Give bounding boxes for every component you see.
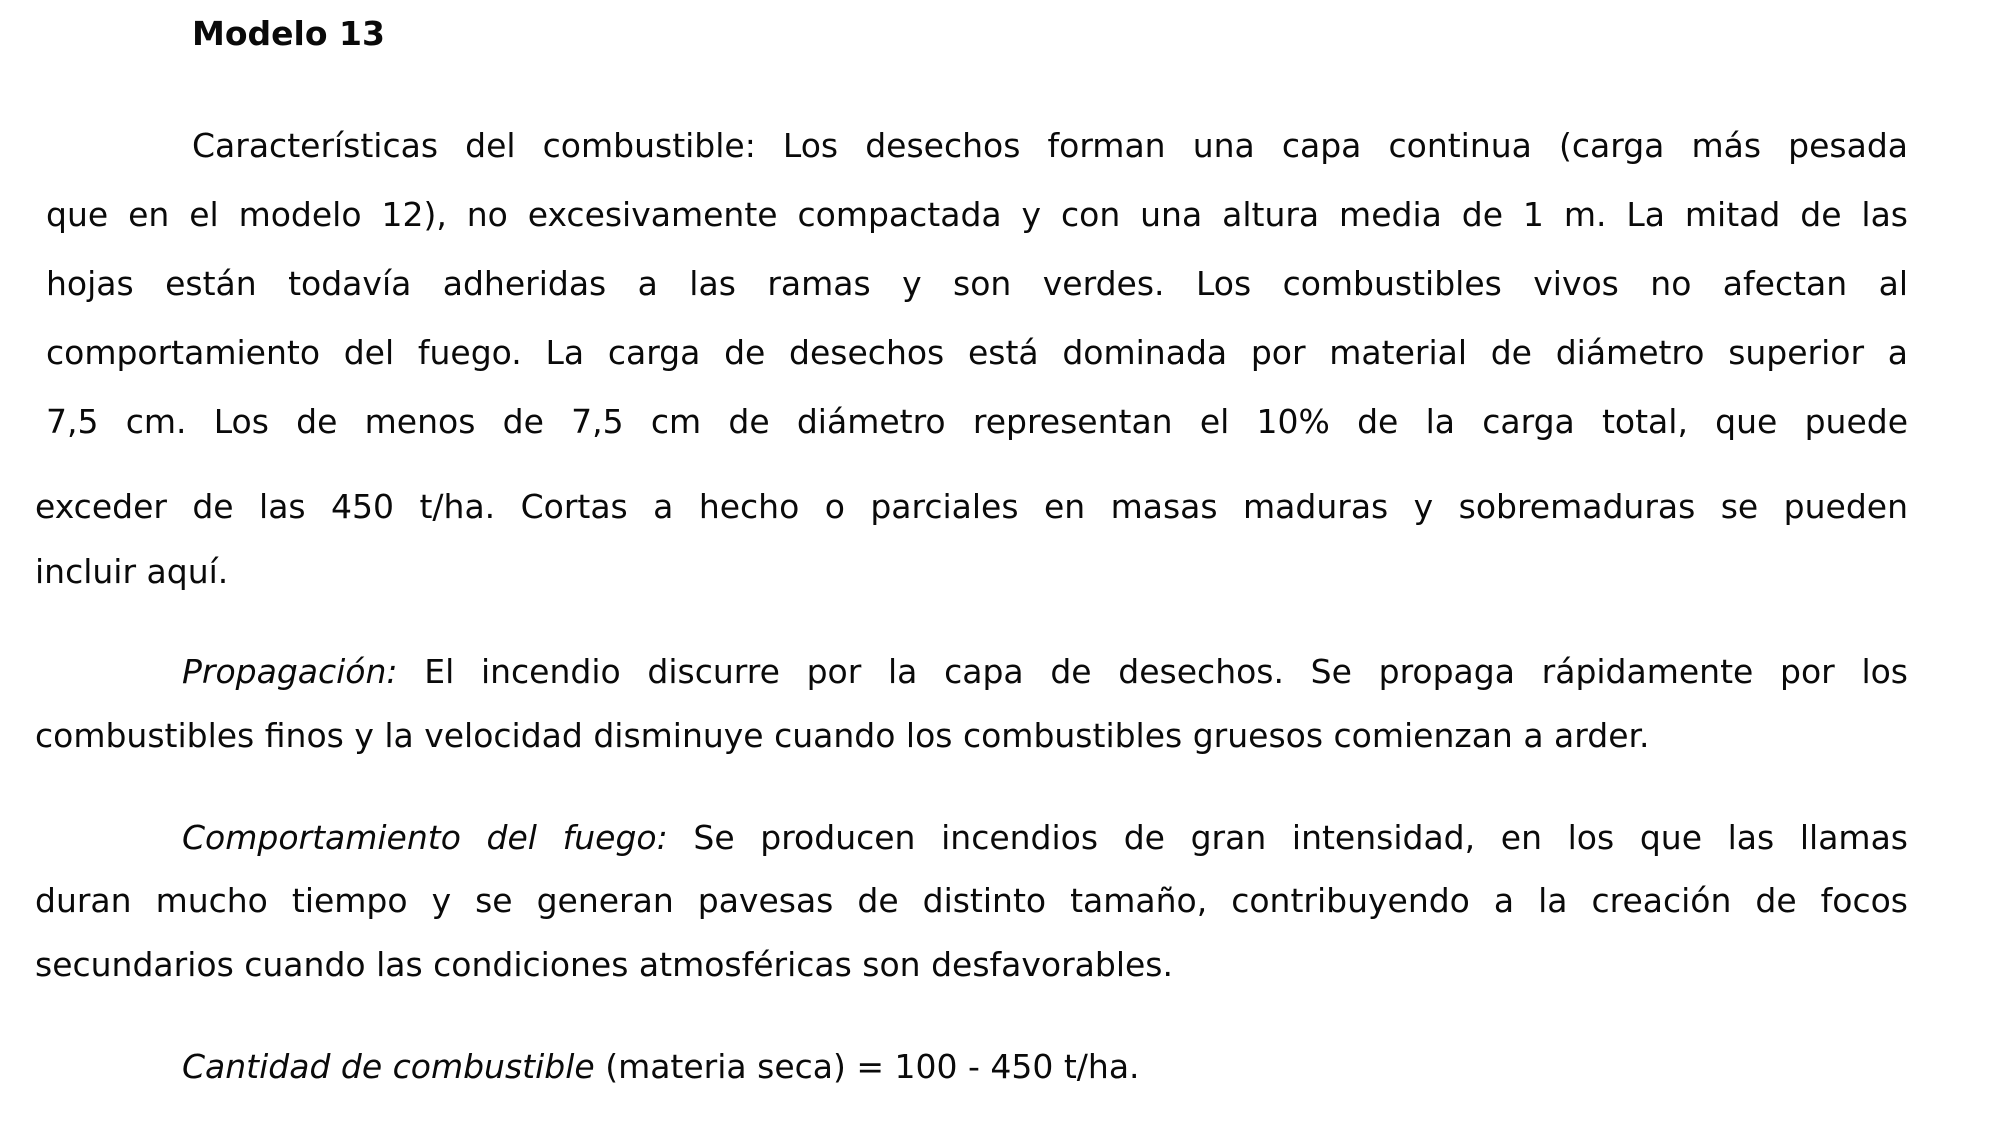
fuel-characteristics-line-3: hojas están todavía adheridas a las ramas y son verdes. Los combustibles vivos no afectan al bbox=[46, 264, 1908, 303]
fire-behavior-line-1 bbox=[182, 816, 1908, 860]
fire-behavior-text-1: Se producen incendios de gran intensidad, en los que las llamas bbox=[667, 818, 1908, 857]
fuel-characteristics-line-5: 7,5 cm. Los de menos de 7,5 cm de diámetro representan el 10% de la carga total, que puede bbox=[46, 402, 1908, 441]
fuel-amount-label: Cantidad de combustible bbox=[182, 1047, 595, 1086]
fuel-characteristics-line-7: incluir aquí. bbox=[35, 552, 229, 591]
propagation-line-1 bbox=[182, 650, 1908, 694]
fuel-characteristics-line-2: que en el modelo 12), no excesivamente compactada y con una altura media de 1 m. La mitad de las bbox=[46, 195, 1908, 234]
fuel-amount-line bbox=[182, 1045, 1140, 1089]
propagation-label: Propagación: bbox=[182, 652, 398, 691]
propagation-text-1: El incendio discurre por la capa de desechos. Se propaga rápidamente por los bbox=[397, 652, 1908, 691]
fuel-characteristics-line-4: comportamiento del fuego. La carga de desechos está dominada por material de diámetro superior a bbox=[46, 333, 1908, 372]
fire-behavior-line-2: duran mucho tiempo y se generan pavesas de distinto tamaño, contribuyendo a la creación de focos bbox=[35, 881, 1908, 920]
fire-behavior-line-3: secundarios cuando las condiciones atmosféricas son desfavorables. bbox=[35, 945, 1173, 984]
fire-behavior-label: Comportamiento del fuego: bbox=[182, 818, 668, 857]
fuel-amount-text: (materia seca) = 100 - 450 t/ha. bbox=[594, 1047, 1140, 1086]
fuel-characteristics-line-1: Características del combustible: Los desechos forman una capa continua (carga más pesada bbox=[192, 126, 1908, 165]
page-title: Modelo 13 bbox=[192, 14, 385, 53]
fuel-characteristics-line-6: exceder de las 450 t/ha. Cortas a hecho o parciales en masas maduras y sobremaduras se pueden bbox=[35, 487, 1908, 526]
propagation-line-2: combustibles finos y la velocidad disminuye cuando los combustibles gruesos comienzan a arder. bbox=[35, 716, 1650, 755]
